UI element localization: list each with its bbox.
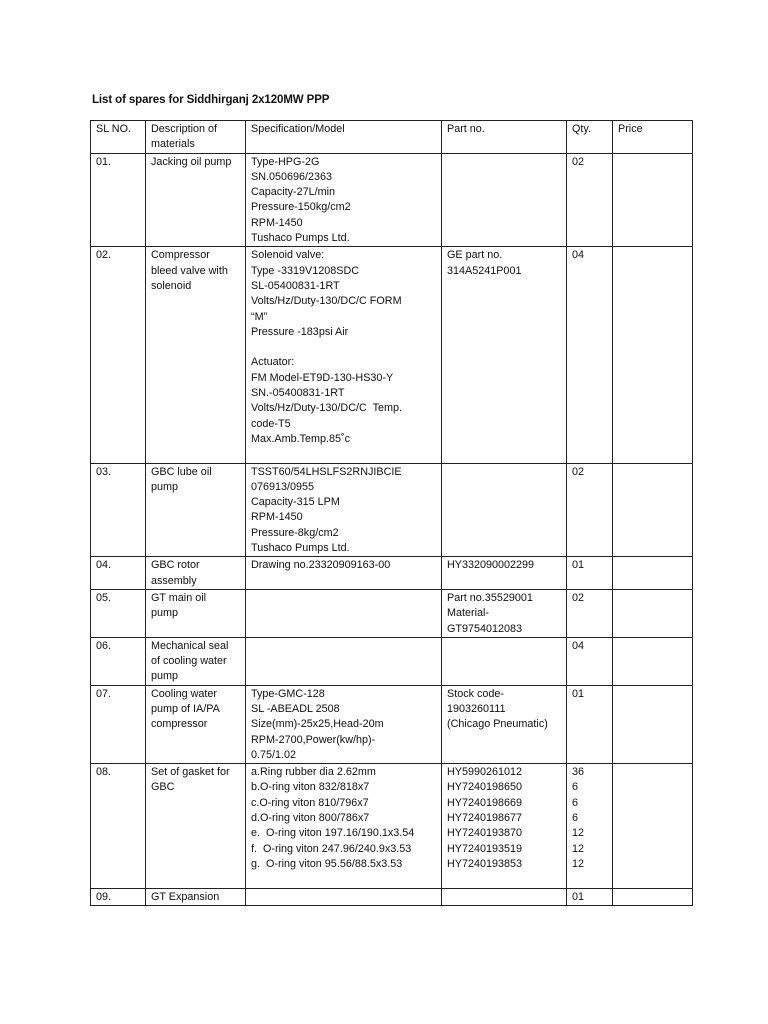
cell-line (618, 465, 688, 480)
cell-line: (Chicago Pneumatic) (447, 718, 548, 731)
cell-part-no (442, 557, 567, 590)
cell-line (618, 558, 688, 573)
cell-line: FM Model-ET9D-130-HS30-Y (251, 371, 394, 384)
cell-line (251, 447, 437, 462)
cell-qty (567, 888, 613, 905)
cell-line: 076913/0955 (251, 480, 315, 493)
cell-price (613, 764, 693, 888)
cell-line: GBC lube oil (151, 465, 212, 478)
cell-sl-no (91, 685, 146, 763)
cell-specification (246, 247, 442, 463)
cell-line: GBC (151, 781, 175, 794)
cell-line: Stock code- (447, 687, 505, 700)
cell-line: 04 (572, 639, 585, 652)
cell-line: Part no.35529001 (447, 591, 533, 604)
cell-line: 08. (96, 766, 112, 779)
cell-line: “M” (251, 310, 268, 323)
cell-line: assembly (151, 574, 197, 587)
cell-line: c.O-ring viton 810/796x7 (251, 796, 369, 809)
cell-line: solenoid (151, 279, 192, 292)
cell-line (618, 765, 688, 780)
cell-line (618, 639, 688, 654)
table-row (91, 637, 693, 685)
cell-line: 09. (96, 890, 112, 903)
cell-line: SL -ABEADL 2508 (251, 702, 340, 715)
header-price: Price (613, 121, 693, 154)
cell-line: 01 (572, 687, 585, 700)
cell-qty (567, 589, 613, 637)
table-row (91, 463, 693, 557)
cell-line: 12 (572, 857, 585, 870)
cell-price (613, 685, 693, 763)
cell-sl-no (91, 888, 146, 905)
cell-part-no (442, 463, 567, 557)
cell-description (146, 764, 246, 888)
cell-line: RPM-1450 (251, 511, 303, 524)
cell-line: 0.75/1.02 (251, 748, 297, 761)
table-row (91, 153, 693, 247)
cell-line: 02. (96, 249, 112, 262)
cell-line: 03. (96, 465, 112, 478)
cell-specification (246, 153, 442, 247)
cell-line: 01. (96, 155, 112, 168)
cell-line: SL-05400831-1RT (251, 279, 340, 292)
cell-specification (246, 463, 442, 557)
cell-line: Set of gasket for (151, 766, 230, 779)
cell-qty (567, 153, 613, 247)
header-description: Description of materials (146, 121, 246, 154)
document-title: List of spares for Siddhirganj 2x120MW PPP (92, 94, 330, 106)
cell-line (618, 248, 688, 263)
cell-line: Actuator: (251, 356, 295, 369)
cell-line: Capacity-27L/min (251, 186, 336, 199)
cell-line: Tushaco Pumps Ltd. (251, 232, 350, 245)
cell-line (251, 872, 437, 887)
cell-part-no (442, 247, 567, 463)
cell-line: RPM-1450 (251, 216, 303, 229)
cell-qty (567, 463, 613, 557)
cell-line (618, 591, 688, 606)
cell-price (613, 888, 693, 905)
cell-line: Volts/Hz/Duty-130/DC/C Temp. (251, 402, 403, 415)
cell-part-no (442, 589, 567, 637)
cell-line: 01 (572, 559, 585, 572)
cell-line: Compressor (151, 249, 210, 262)
cell-price (613, 153, 693, 247)
cell-line: HY5990261012 (447, 766, 523, 779)
cell-description (146, 247, 246, 463)
cell-sl-no (91, 247, 146, 463)
spares-table (90, 120, 693, 906)
cell-line: 12 (572, 827, 585, 840)
cell-line: HY7240198650 (447, 781, 523, 794)
cell-qty (567, 685, 613, 763)
cell-line: 04. (96, 559, 112, 572)
cell-description (146, 637, 246, 685)
cell-description (146, 557, 246, 590)
cell-line: f. O-ring viton 247.96/240.9x3.53 (251, 842, 412, 855)
cell-line: Material- (447, 607, 489, 620)
cell-line: HY7240193870 (447, 827, 523, 840)
cell-line: GT9754012083 (447, 622, 523, 635)
cell-line: SN.-05400831-1RT (251, 387, 345, 400)
header-qty: Qty. (567, 121, 613, 154)
cell-line: 6 (572, 781, 579, 794)
cell-line: b.O-ring viton 832/818x7 (251, 781, 370, 794)
cell-line: Size(mm)-25x25,Head-20m (251, 718, 384, 731)
cell-line: Cooling water (151, 687, 218, 700)
cell-line: 314A5241P001 (447, 264, 522, 277)
cell-line: HY332090002299 (447, 559, 535, 572)
cell-specification (246, 589, 442, 637)
cell-line: g. O-ring viton 95.56/88.5x3.53 (251, 857, 403, 870)
cell-part-no (442, 153, 567, 247)
cell-line (251, 340, 437, 355)
cell-line: 1903260111 (447, 702, 506, 715)
cell-price (613, 557, 693, 590)
cell-line: bleed valve with (151, 264, 228, 277)
cell-line: GT main oil (151, 591, 207, 604)
header-sl-no: SL NO. (91, 121, 146, 154)
cell-price (613, 637, 693, 685)
cell-line: e. O-ring viton 197.16/190.1x3.54 (251, 827, 415, 840)
table-row (91, 247, 693, 463)
cell-line: Jacking oil pump (151, 155, 232, 168)
header-part-no: Part no. (442, 121, 567, 154)
cell-line: Tushaco Pumps Ltd. (251, 542, 350, 555)
cell-specification (246, 557, 442, 590)
cell-price (613, 589, 693, 637)
cell-line: GT Expansion (151, 890, 220, 903)
cell-qty (567, 557, 613, 590)
cell-line: Mechanical seal (151, 639, 229, 652)
cell-line: 04 (572, 249, 585, 262)
cell-line: 6 (572, 812, 579, 825)
table-row (91, 888, 693, 905)
cell-line: HY7240193519 (447, 842, 523, 855)
cell-part-no (442, 764, 567, 888)
cell-description (146, 153, 246, 247)
cell-line: 05. (96, 591, 112, 604)
cell-sl-no (91, 463, 146, 557)
cell-line: d.O-ring viton 800/786x7 (251, 812, 370, 825)
cell-line: 07. (96, 687, 112, 700)
cell-sl-no (91, 589, 146, 637)
cell-line: GBC rotor (151, 559, 200, 572)
cell-description (146, 888, 246, 905)
cell-specification (246, 764, 442, 888)
table-row (91, 685, 693, 763)
cell-line: Type -3319V1208SDC (251, 264, 360, 277)
cell-line (618, 155, 688, 170)
cell-line: pump of IA/PA (151, 702, 220, 715)
cell-part-no (442, 637, 567, 685)
cell-line: 06. (96, 639, 112, 652)
cell-specification (246, 888, 442, 905)
cell-line: HY7240193853 (447, 857, 523, 870)
table-row (91, 764, 693, 888)
cell-line (618, 890, 688, 905)
cell-line: 02 (572, 591, 585, 604)
cell-line: Pressure-150kg/cm2 (251, 201, 351, 214)
cell-line: RPM-2700,Power(kw/hp)- (251, 733, 376, 746)
cell-line: Pressure -183psi Air (251, 325, 349, 338)
cell-description (146, 685, 246, 763)
cell-line: GE part no. (447, 249, 503, 262)
cell-sl-no (91, 153, 146, 247)
cell-part-no (442, 685, 567, 763)
cell-line: pump (151, 670, 179, 683)
table-header-row (91, 121, 693, 154)
cell-line (618, 687, 688, 702)
cell-sl-no (91, 557, 146, 590)
cell-sl-no (91, 637, 146, 685)
cell-specification (246, 637, 442, 685)
cell-line: Type-HPG-2G (251, 155, 320, 168)
cell-qty (567, 764, 613, 888)
cell-line: TSST60/54LHSLFS2RNJIBCIE (251, 465, 402, 478)
cell-qty (567, 637, 613, 685)
cell-line: pump (151, 607, 179, 620)
header-specification: Specification/Model (246, 121, 442, 154)
cell-line: compressor (151, 718, 208, 731)
cell-line: HY7240198669 (447, 796, 523, 809)
cell-line: Volts/Hz/Duty-130/DC/C FORM (251, 295, 402, 308)
cell-line: of cooling water (151, 655, 227, 668)
cell-line: HY7240198677 (447, 812, 523, 825)
cell-line: Solenoid valve: (251, 249, 325, 262)
cell-specification (246, 685, 442, 763)
cell-line: Pressure-8kg/cm2 (251, 526, 339, 539)
table-row (91, 557, 693, 590)
cell-line: 12 (572, 842, 585, 855)
cell-sl-no (91, 764, 146, 888)
cell-description (146, 589, 246, 637)
table-row (91, 589, 693, 637)
cell-line: pump (151, 480, 179, 493)
cell-description (146, 463, 246, 557)
cell-line: Capacity-315 LPM (251, 496, 340, 509)
cell-qty (567, 247, 613, 463)
table-body (91, 153, 693, 905)
cell-price (613, 247, 693, 463)
cell-line: code-T5 (251, 417, 291, 430)
cell-line: 36 (572, 766, 585, 779)
cell-line: 6 (572, 796, 579, 809)
cell-line: Drawing no.23320909163-00 (251, 559, 391, 572)
cell-price (613, 463, 693, 557)
cell-line: Max.Amb.Temp.85˚c (251, 432, 351, 445)
cell-line: 02 (572, 155, 585, 168)
cell-line: a.Ring rubber dia 2.62mm (251, 766, 376, 779)
cell-line: SN.050696/2363 (251, 170, 333, 183)
cell-line: Type-GMC-128 (251, 687, 325, 700)
cell-line: 01 (572, 890, 585, 903)
cell-line: 02 (572, 465, 585, 478)
cell-part-no (442, 888, 567, 905)
